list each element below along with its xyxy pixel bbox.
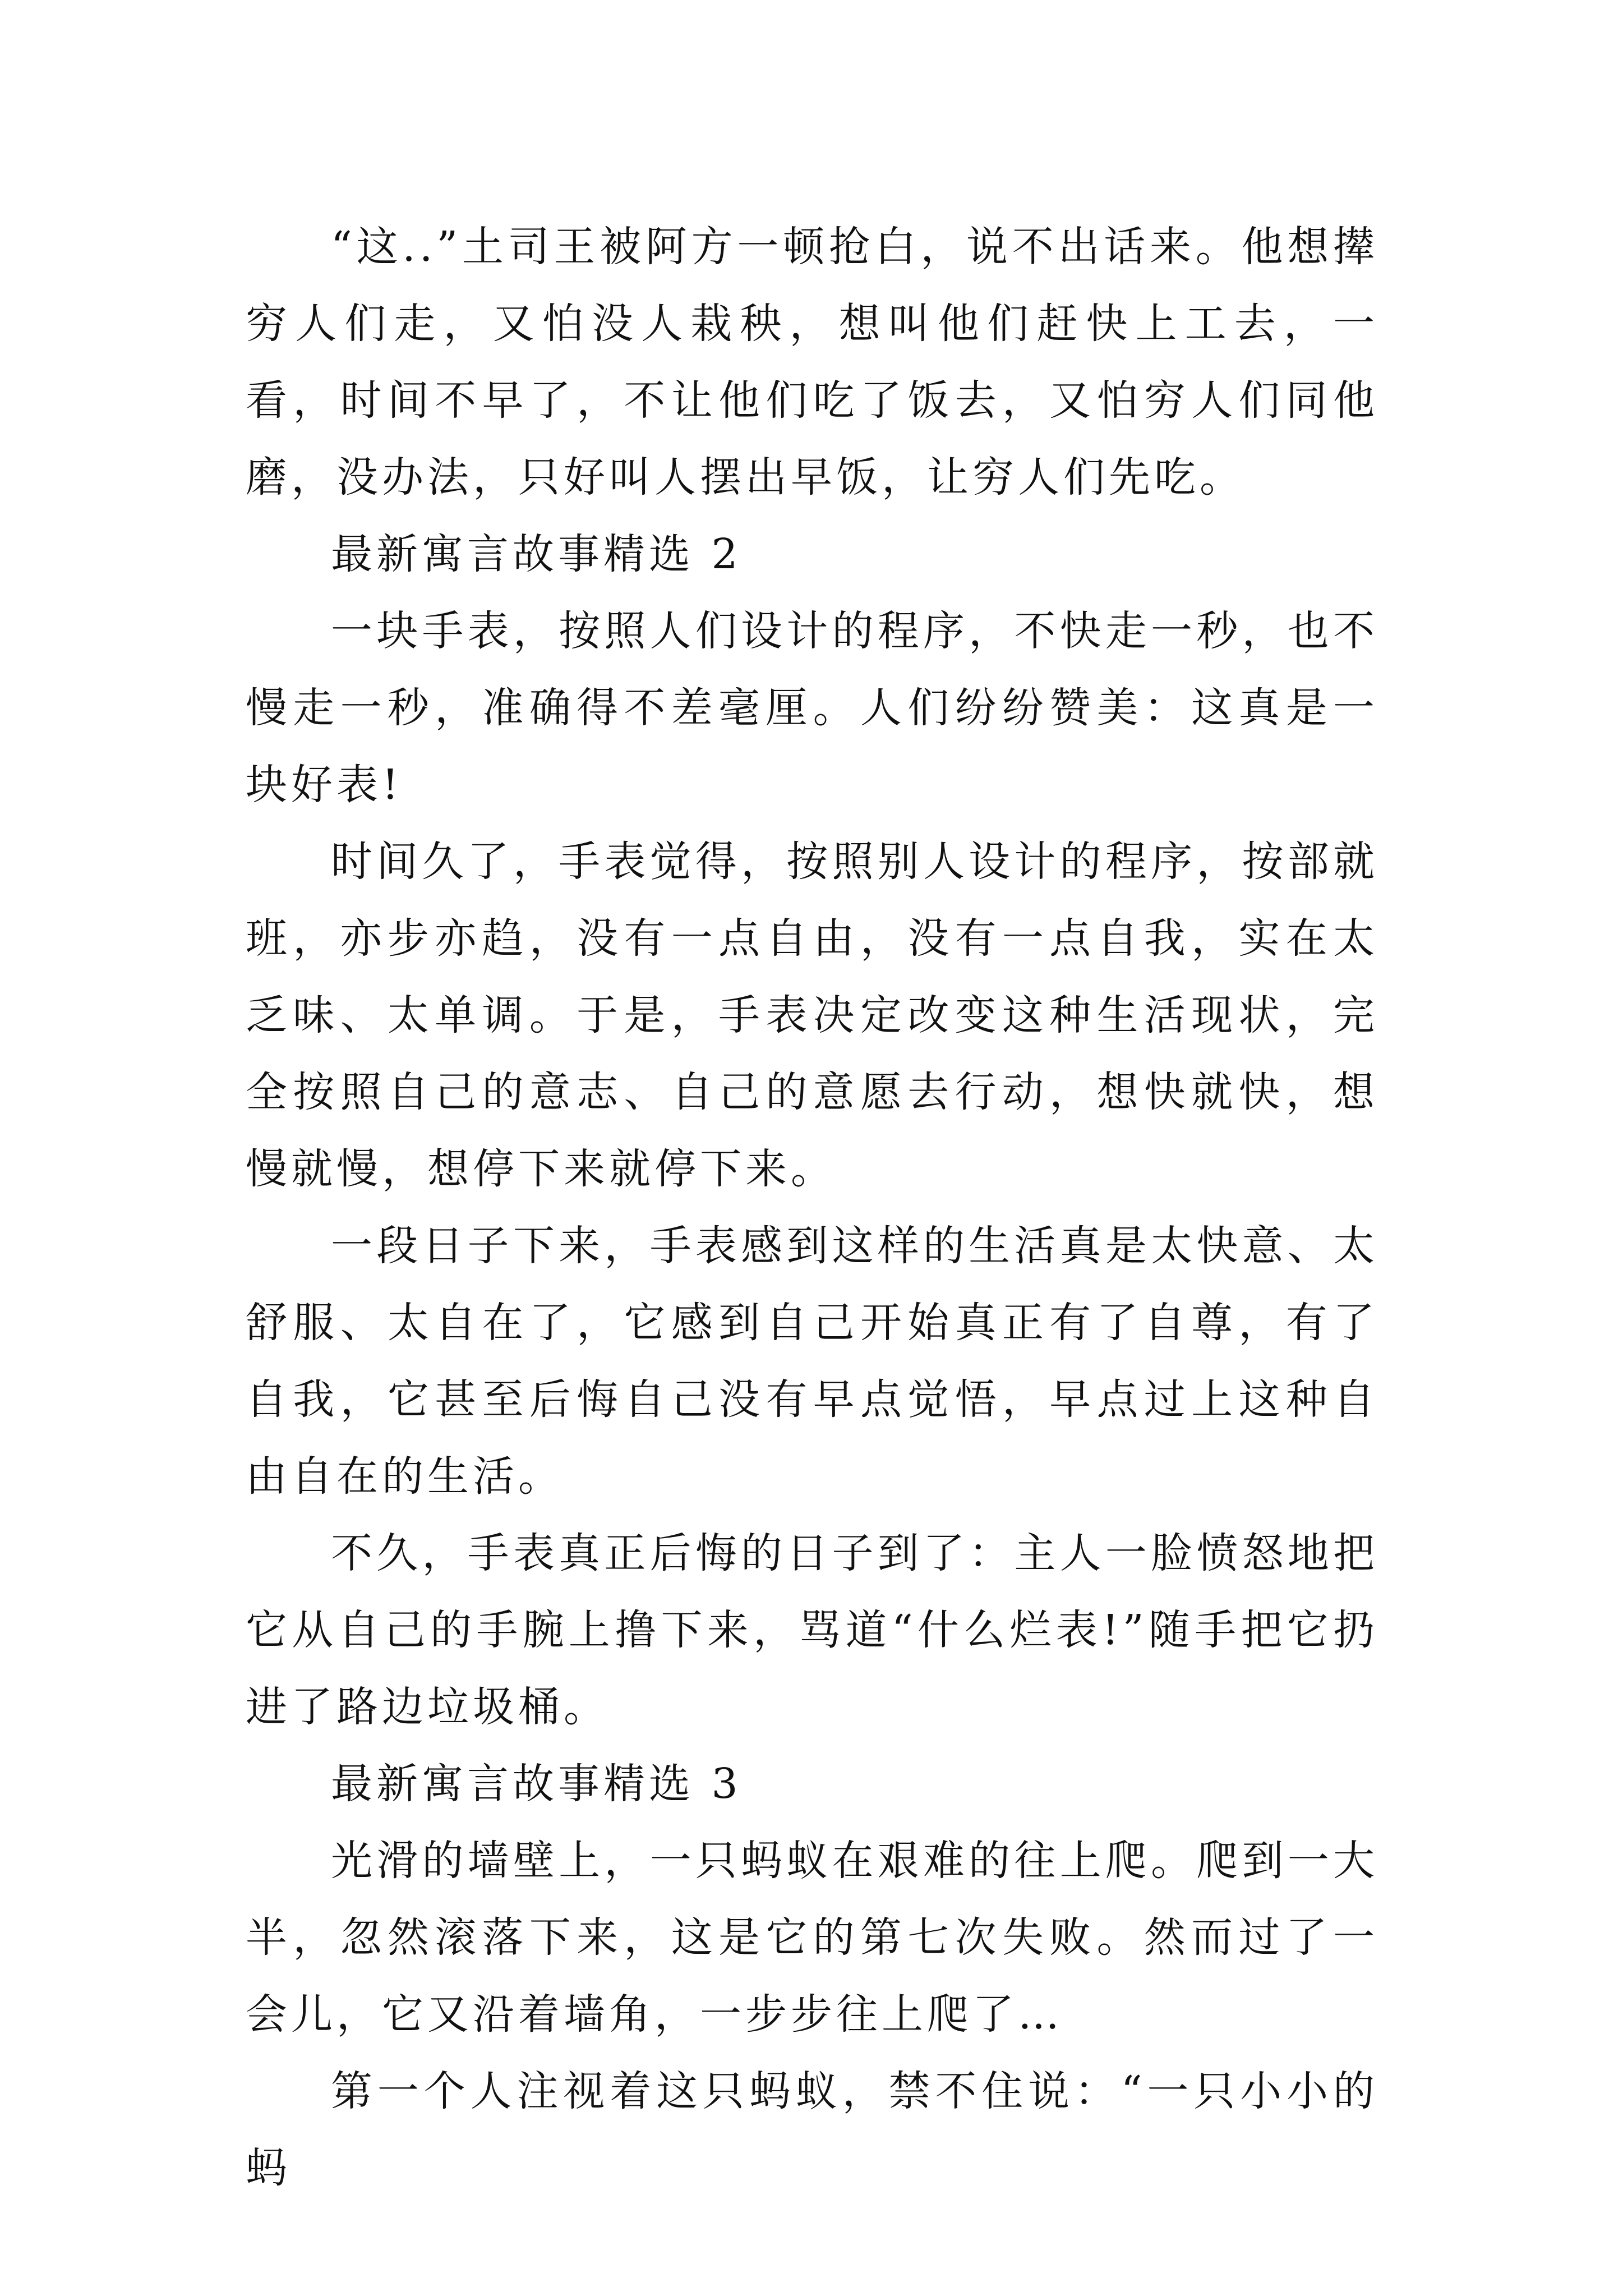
- paragraph-3: 时间久了，手表觉得，按照别人设计的程序，按部就班，亦步亦趋，没有一点自由，没有一点自我，实在太乏味、太单调。于是，手表决定改变这种生活现状，完全按照自己的意志、自己的意愿去行动，想快就快，想慢就慢，想停下来就停下来。: [246, 838, 1378, 1193]
- document-body: [246, 209, 1378, 2207]
- section-heading-3: 最新寓言故事精选 3: [331, 1760, 742, 1808]
- paragraph-1: “这..”土司王被阿方一顿抢白，说不出话来。他想撵穷人们走，又怕没人栽秧，想叫他们赶快上工去，一看，时间不早了，不让他们吃了饭去，又怕穷人们同他磨，没办法，只好叫人摆出早饭，让穷人们先吃。: [246, 223, 1378, 501]
- paragraph-2: 一块手表，按照人们设计的程序，不快走一秒，也不慢走一秒，准确得不差毫厘。人们纷纷赞美：这真是一块好表!: [246, 607, 1378, 809]
- section-heading-2: 最新寓言故事精选 2: [331, 530, 742, 578]
- paragraph-4: 一段日子下来，手表感到这样的生活真是太快意、太舒服、太自在了，它感到自己开始真正有了自尊，有了自我，它甚至后悔自己没有早点觉悟，早点过上这种自由自在的生活。: [246, 1222, 1378, 1501]
- paragraph-6: 光滑的墙壁上，一只蚂蚁在艰难的往上爬。爬到一大半，忽然滚落下来，这是它的第七次失败。然而过了一会儿，它又沿着墙角，一步步往上爬了…: [246, 1837, 1378, 2039]
- paragraph-7: 第一个人注视着这只蚂蚁，禁不住说：“一只小小的蚂: [246, 2067, 1378, 2192]
- paragraph-5: 不久，手表真正后悔的日子到了：主人一脸愤怒地把它从自己的手腕上撸下来，骂道“什么烂表!”随手把它扔进了路边垃圾桶。: [246, 1529, 1378, 1731]
